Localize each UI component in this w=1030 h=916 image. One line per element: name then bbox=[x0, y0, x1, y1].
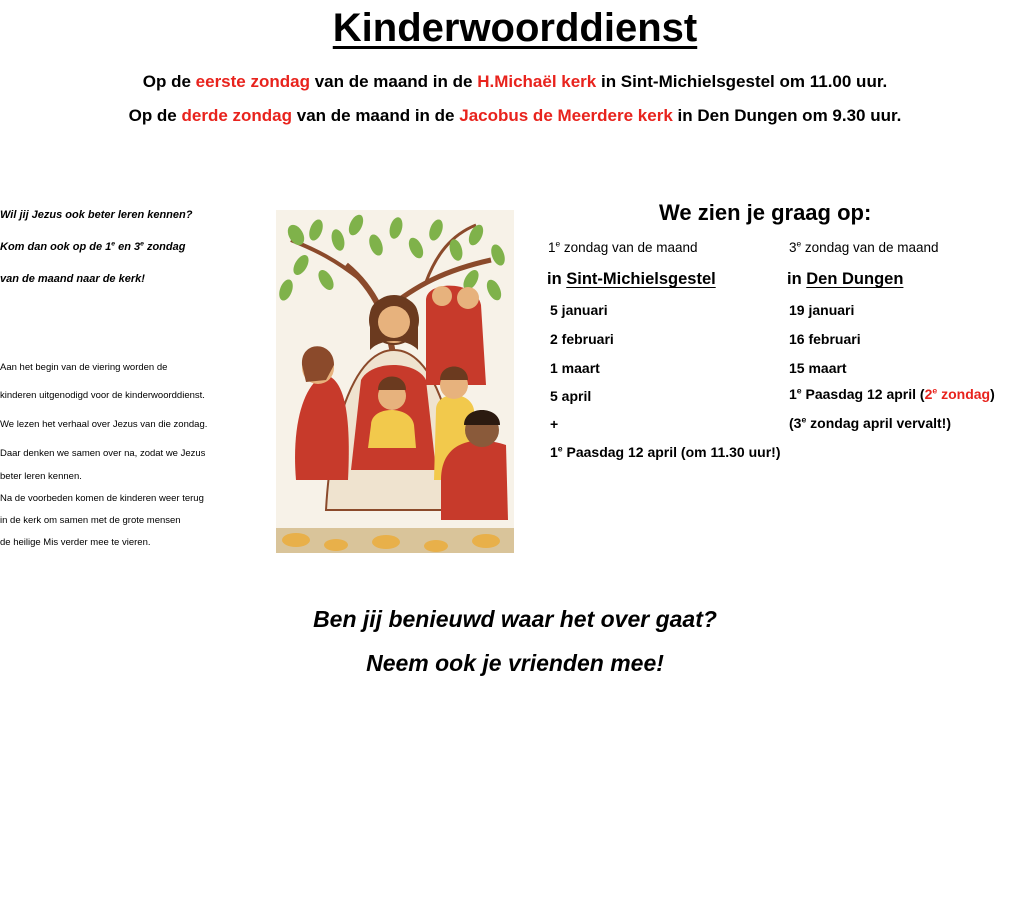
left-paragraph-line: Daar denken we samen over na, zodat we Jezus bbox=[0, 448, 206, 459]
col2-place: in Den Dungen bbox=[787, 270, 904, 288]
col2-date: 19 januari bbox=[789, 302, 855, 318]
page-title: Kinderwoorddienst bbox=[332, 6, 698, 50]
col1-header: 1e zondag van de maand bbox=[548, 238, 698, 255]
closing-invite: Neem ook je vrienden mee! bbox=[366, 650, 664, 676]
col2-date: 15 maart bbox=[789, 360, 847, 376]
left-question-2: Kom dan ook op de 1e en 3e zondag bbox=[0, 240, 186, 253]
col2-easter: 1e Paasdag 12 april (2e zondag) bbox=[789, 385, 995, 402]
col1-date: 1 maart bbox=[550, 360, 600, 376]
col1-date: 5 januari bbox=[550, 302, 608, 318]
intro-line-2: Op de derde zondag van de maand in de Jacobus de Meerdere kerk in Den Dungen om 9.30 uur. bbox=[128, 106, 902, 125]
intro-line-1: Op de eerste zondag van de maand in de H.Michaël kerk in Sint-Michielsgestel om 11.00 uur. bbox=[142, 72, 888, 91]
col1-easter: 1e Paasdag 12 april (om 11.30 uur!) bbox=[550, 443, 781, 460]
left-paragraph-line: We lezen het verhaal over Jezus van die zondag. bbox=[0, 419, 208, 430]
col2-header: 3e zondag van de maand bbox=[789, 238, 939, 255]
jesus-with-children-illustration bbox=[276, 210, 514, 553]
left-paragraph-line: Aan het begin van de viering worden de bbox=[0, 362, 168, 373]
left-paragraph-line: de heilige Mis verder mee te vieren. bbox=[0, 537, 151, 548]
left-paragraph-line: in de kerk om samen met de grote mensen bbox=[0, 515, 181, 526]
left-paragraph-line: beter leren kennen. bbox=[0, 471, 82, 482]
col2-date: 16 februari bbox=[789, 331, 861, 347]
closing-question: Ben jij benieuwd waar het over gaat? bbox=[313, 606, 717, 632]
left-paragraph-line: kinderen uitgenodigd voor de kinderwoorddienst. bbox=[0, 390, 205, 401]
col1-date: 5 april bbox=[550, 388, 592, 404]
left-question-1: Wil jij Jezus ook beter leren kennen? bbox=[0, 209, 193, 221]
col1-place: in Sint-Michielsgestel bbox=[547, 270, 716, 288]
col1-plus: + bbox=[550, 416, 559, 432]
schedule-heading: We zien je graag op: bbox=[659, 200, 872, 225]
col2-note: (3e zondag april vervalt!) bbox=[789, 414, 951, 431]
col1-date: 2 februari bbox=[550, 331, 614, 347]
left-question-3: van de maand naar de kerk! bbox=[0, 273, 145, 285]
left-paragraph-line: Na de voorbeden komen de kinderen weer terug bbox=[0, 493, 204, 504]
